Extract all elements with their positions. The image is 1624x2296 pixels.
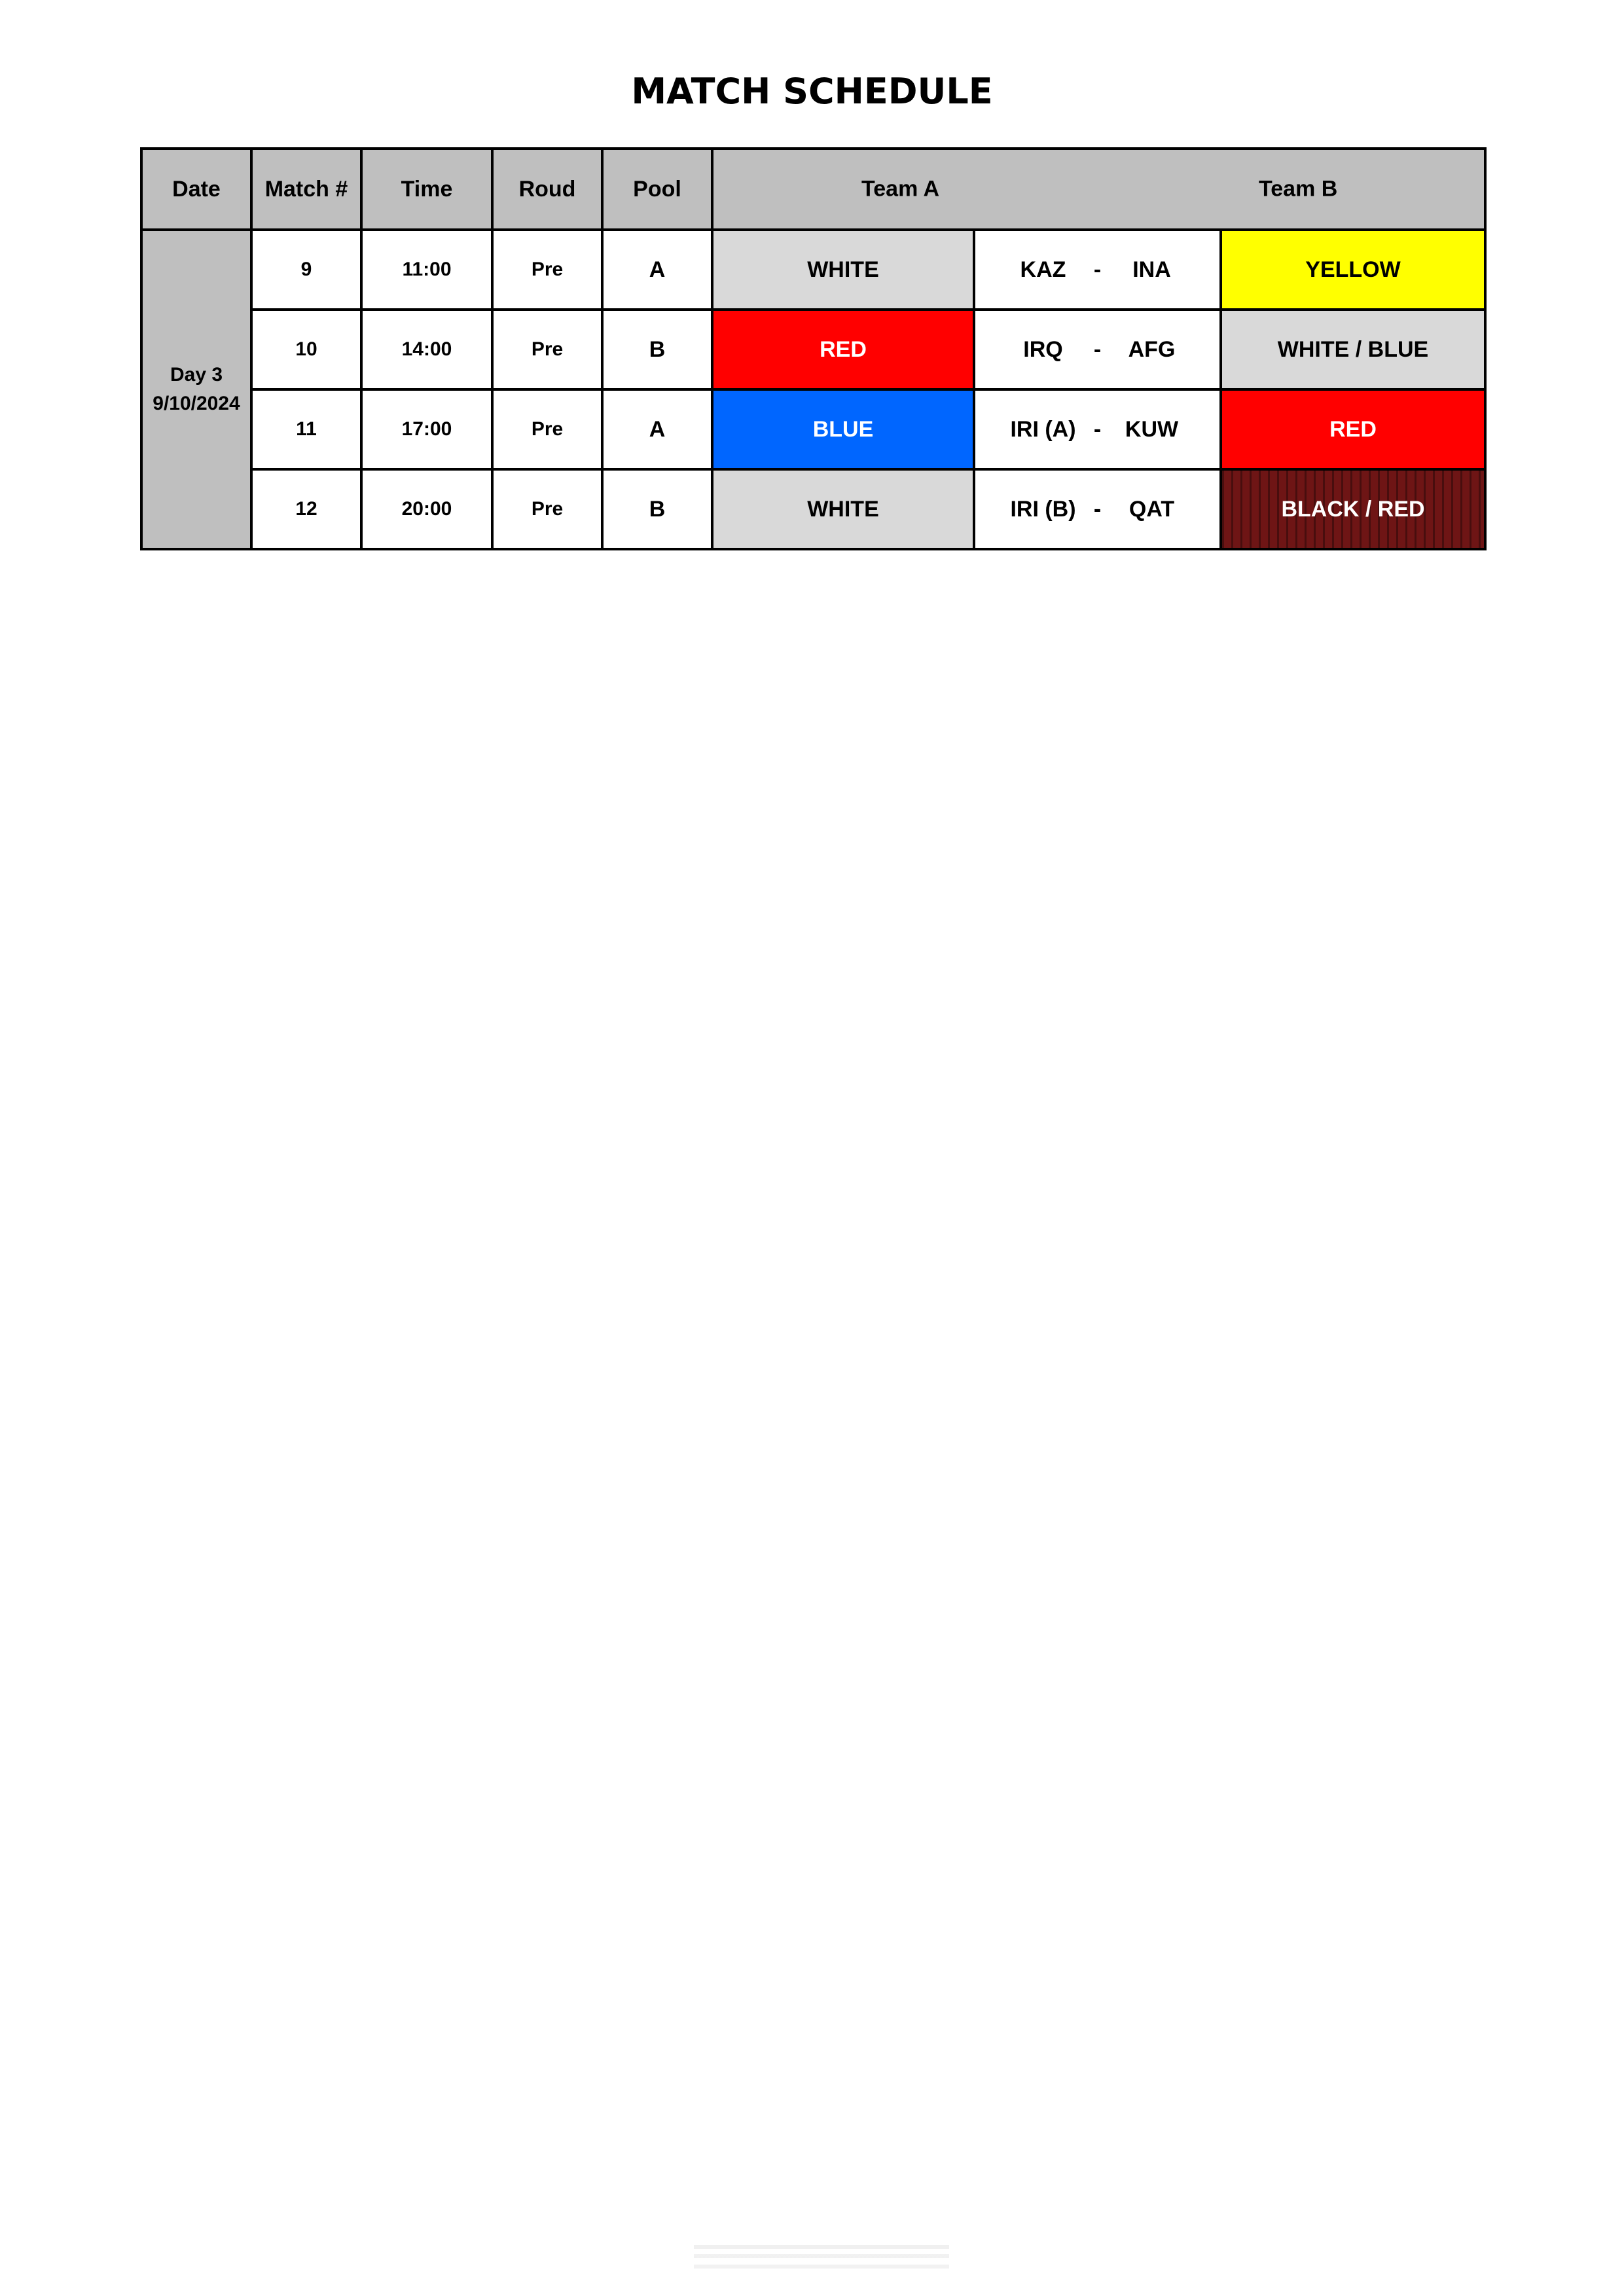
table-row xyxy=(141,469,1485,549)
match-time: 11:00 xyxy=(361,230,492,310)
team-a-color: WHITE xyxy=(712,469,974,549)
match-pool: B xyxy=(602,469,712,549)
match-number: 12 xyxy=(251,469,361,549)
day-date: 9/10/2024 xyxy=(153,393,240,414)
team-b-name: QAT xyxy=(1128,496,1175,522)
table-row xyxy=(141,389,1485,469)
team-b-color: RED xyxy=(1221,389,1485,469)
header-row xyxy=(141,149,1485,230)
header-match-number: Match # xyxy=(251,149,361,230)
matchup xyxy=(974,310,1221,389)
day-label: Day 3 xyxy=(170,364,223,386)
matchup-separator: - xyxy=(1093,257,1102,282)
match-time: 20:00 xyxy=(361,469,492,549)
match-round: Pre xyxy=(492,310,602,389)
team-a-name: IRI (B) xyxy=(1010,496,1076,522)
matchup xyxy=(974,469,1221,549)
team-b-name: KUW xyxy=(1125,416,1179,442)
header-date: Date xyxy=(141,149,251,230)
day-date-cell xyxy=(141,230,251,549)
header-teams xyxy=(712,149,1485,230)
header-pool: Pool xyxy=(602,149,712,230)
matchup-separator: - xyxy=(1093,416,1102,442)
match-number: 9 xyxy=(251,230,361,310)
team-a-color: RED xyxy=(712,310,974,389)
matchup-separator: - xyxy=(1093,336,1102,362)
table-row xyxy=(141,310,1485,389)
team-b-name: AFG xyxy=(1128,336,1176,362)
matchup xyxy=(974,230,1221,310)
footer-watermark xyxy=(694,2245,949,2276)
team-b-color: BLACK / RED xyxy=(1221,469,1485,549)
matchup xyxy=(974,389,1221,469)
match-pool: A xyxy=(602,389,712,469)
header-team-b: Team B xyxy=(1259,176,1338,202)
match-round: Pre xyxy=(492,230,602,310)
team-b-color: WHITE / BLUE xyxy=(1221,310,1485,389)
team-b-color: YELLOW xyxy=(1221,230,1485,310)
match-number: 11 xyxy=(251,389,361,469)
matchup-separator: - xyxy=(1093,496,1102,522)
header-team-a: Team A xyxy=(861,176,940,202)
team-a-color: WHITE xyxy=(712,230,974,310)
match-number: 10 xyxy=(251,310,361,389)
team-a-name: KAZ xyxy=(1020,257,1066,282)
team-b-name: INA xyxy=(1132,257,1171,282)
team-a-name: IRI (A) xyxy=(1010,416,1076,442)
match-schedule-table xyxy=(140,147,1487,550)
header-time: Time xyxy=(361,149,492,230)
match-round: Pre xyxy=(492,469,602,549)
team-a-name: IRQ xyxy=(1023,336,1063,362)
match-time: 14:00 xyxy=(361,310,492,389)
match-time: 17:00 xyxy=(361,389,492,469)
table-row xyxy=(141,230,1485,310)
match-pool: A xyxy=(602,230,712,310)
team-a-color: BLUE xyxy=(712,389,974,469)
match-round: Pre xyxy=(492,389,602,469)
header-round: Roud xyxy=(492,149,602,230)
page-title: MATCH SCHEDULE xyxy=(631,71,993,112)
match-pool: B xyxy=(602,310,712,389)
